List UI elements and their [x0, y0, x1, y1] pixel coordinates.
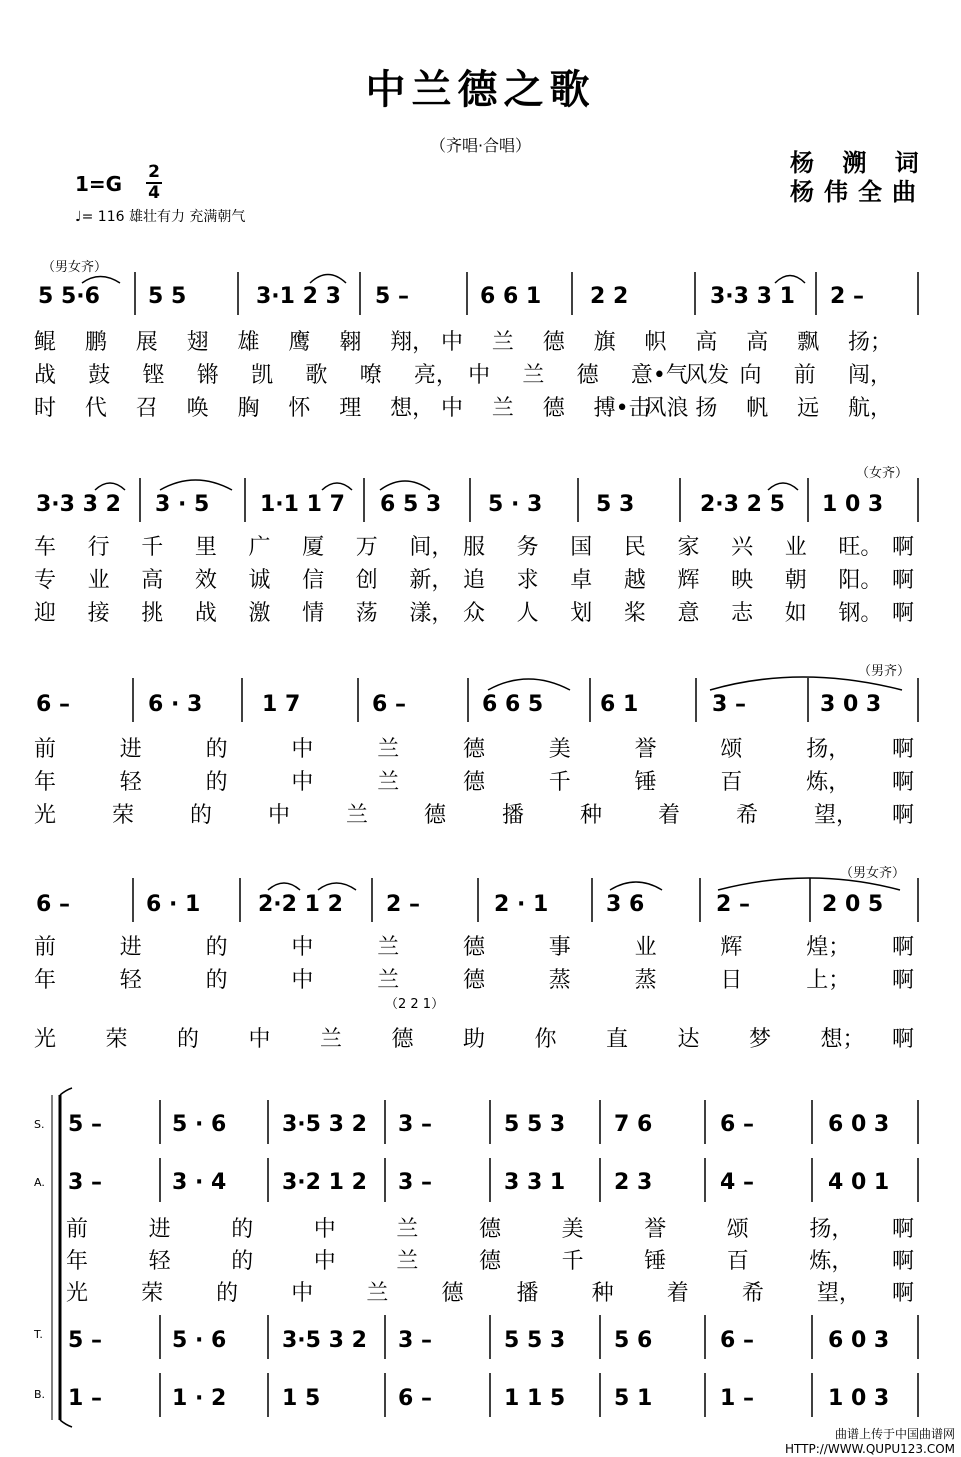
lyric-syllable: 兰 [346, 803, 369, 828]
lyric-syllable: 德 [542, 396, 565, 421]
lyric-syllable: 激 [248, 601, 271, 626]
alto-measure-1: 3 – [68, 1170, 102, 1195]
lyric-syllable: 啊 [892, 968, 915, 993]
sys4-measure-2: 6 · 1 [146, 892, 201, 917]
lyric-syllable: 的 [205, 770, 228, 795]
lyric-syllable: 战 [34, 363, 57, 388]
voice-mark-sys2: （女齐） [856, 466, 909, 481]
lyric-syllable: 啊 [892, 535, 915, 560]
lyric-syllable: 中 [291, 1281, 314, 1306]
sys1-measure-2: 5 5 [148, 284, 187, 309]
lyric-syllable: 种 [580, 803, 603, 828]
lyric-syllable: 炼， [806, 770, 851, 795]
lyric-syllable: 车 [34, 535, 57, 560]
time-sig-top: 2 [148, 162, 160, 182]
lyric-syllable: 辉 [677, 568, 700, 593]
lyric-syllable: 的 [177, 1027, 200, 1052]
lyric-syllable: 鲲 [34, 330, 57, 355]
lyric-syllable: 搏•击 [593, 396, 651, 421]
lyric-syllable: 亮， [413, 363, 458, 388]
sys1-measure-1: 5 5·6 [38, 284, 100, 309]
lyric-syllable: 中 [291, 737, 314, 762]
lyric-syllable: 中 [268, 803, 291, 828]
lyric-syllable: 播 [502, 803, 525, 828]
lyric-syllable: 德 [463, 968, 486, 993]
lyric-syllable: 里 [194, 535, 217, 560]
lyric-syllable: 的 [231, 1249, 254, 1274]
lyric-syllable: 前 [34, 935, 57, 960]
sys1-measure-7: 3·3 3 1 [710, 284, 795, 309]
lyric-syllable: 德 [463, 935, 486, 960]
lyric-syllable: 翔， [390, 330, 435, 355]
lyric-syllable: 中 [313, 1249, 336, 1274]
sys2-measure-4: 6 5 3 [380, 492, 442, 517]
alto-measure-4: 3 – [398, 1170, 432, 1195]
tenor-measure-7: 6 – [720, 1328, 754, 1353]
sys2-measure-2: 3 · 5 [155, 492, 210, 517]
lyric-syllable: 蒸 [548, 968, 571, 993]
lyric-syllable: 中 [291, 968, 314, 993]
sys1-measure-6: 2 2 [590, 284, 629, 309]
lyric-syllable: 荣 [141, 1281, 164, 1306]
lyric-syllable: 中 [248, 1027, 271, 1052]
sys4-measure-4: 2 – [386, 892, 420, 917]
lyric-syllable: 中 [291, 770, 314, 795]
lyric-syllable: 中 [313, 1217, 336, 1242]
lyric-syllable: 漾， [409, 601, 454, 626]
lyric-syllable: 中 [468, 363, 491, 388]
lyric-syllable: 兰 [491, 396, 514, 421]
tenor-measure-6: 5 6 [614, 1328, 653, 1353]
lyric-syllable: 的 [205, 935, 228, 960]
lyric-syllable: 事 [548, 935, 571, 960]
lyric-syllable: 百 [720, 770, 743, 795]
lyric-syllable: 时 [34, 396, 57, 421]
lyric-syllable: 新， [409, 568, 454, 593]
lyric-syllable: 德 [463, 770, 486, 795]
sys3-measure-5: 6 6 5 [482, 692, 544, 717]
sys4-measure-8: 2 0 5 [822, 892, 884, 917]
lyric-syllable: 誉 [634, 737, 657, 762]
lyric-syllable: 服 [463, 535, 486, 560]
lyric-syllable: 战 [194, 601, 217, 626]
alto-measure-5: 3 3 1 [504, 1170, 566, 1195]
time-sig-bottom: 4 [148, 183, 160, 203]
lyric-syllable: 朝 [784, 568, 807, 593]
lyric-syllable: 众 [463, 601, 486, 626]
lyric-syllable: 挑 [141, 601, 164, 626]
lyric-syllable: 唤 [186, 396, 209, 421]
lyric-syllable: 着 [666, 1281, 689, 1306]
song-title: 中兰德之歌 [365, 66, 596, 113]
lyric-syllable: 轻 [119, 770, 142, 795]
lyric-syllable: 梦 [749, 1027, 772, 1052]
lyric-syllable: 凯 [251, 363, 274, 388]
soprano-measure-6: 7 6 [614, 1112, 653, 1137]
voice-mark-sys4: （男女齐） [840, 866, 906, 881]
lyric-syllable: 翅 [186, 330, 209, 355]
lyric-syllable: 啊 [892, 1027, 915, 1052]
sys3-measure-4: 6 – [372, 692, 406, 717]
lyric-syllable: 中 [441, 396, 464, 421]
lyric-syllable: 望， [816, 1281, 861, 1306]
lyric-syllable: 求 [516, 568, 539, 593]
lyric-syllable: 广 [248, 535, 271, 560]
lyric-syllable: 风发 [685, 363, 730, 388]
lyric-syllable: 锤 [634, 770, 657, 795]
lyric-syllable: 播 [516, 1281, 539, 1306]
alto-measure-2: 3 · 4 [172, 1170, 227, 1195]
lyric-syllable: 荣 [105, 1027, 128, 1052]
lyric-syllable: 高 [695, 330, 718, 355]
lyric-syllable: 兰 [396, 1249, 419, 1274]
composer-credit: 杨伟全曲 [790, 178, 926, 206]
sys4-measure-5: 2 · 1 [494, 892, 549, 917]
lyric-syllable: 业 [784, 535, 807, 560]
lyric-syllable: 行 [87, 535, 110, 560]
bass-measure-5: 1 1 5 [504, 1386, 566, 1411]
lyric-syllable: 进 [148, 1217, 171, 1242]
sys4-measure-3: 2·2 1 2 [258, 892, 343, 917]
lyric-syllable: 旗 [593, 330, 616, 355]
lyric-syllable: 兰 [377, 935, 400, 960]
bass-measure-1: 1 – [68, 1386, 102, 1411]
bass-measure-3: 1 5 [282, 1386, 321, 1411]
lyric-syllable: 业 [634, 935, 657, 960]
lyric-syllable: 嘹 [359, 363, 382, 388]
lyric-syllable: 年 [34, 770, 57, 795]
lyric-syllable: 扬 [695, 396, 718, 421]
lyric-syllable: 鹏 [84, 330, 107, 355]
lyric-syllable: 啊 [892, 737, 915, 762]
lyric-syllable: 炼， [809, 1249, 854, 1274]
part-label-tenor: T. [34, 1328, 43, 1341]
part-label-alto: A. [34, 1176, 45, 1189]
soprano-measure-4: 3 – [398, 1112, 432, 1137]
lyric-syllable: 年 [66, 1249, 89, 1274]
lyric-syllable: 意 [677, 601, 700, 626]
lyric-syllable: 翱 [339, 330, 362, 355]
sys2-measure-1: 3·3 3 2 [36, 492, 121, 517]
lyric-syllable: 千 [561, 1249, 584, 1274]
lyric-syllable: 种 [591, 1281, 614, 1306]
lyricist-credit: 杨 溯 词 [790, 149, 929, 177]
lyric-syllable: 帆 [746, 396, 769, 421]
sys2-measure-7: 2·3 2 5 [700, 492, 785, 517]
lyric-syllable: 鹰 [288, 330, 311, 355]
lyric-syllable: 前 [34, 737, 57, 762]
lyric-syllable: 年 [34, 968, 57, 993]
lyric-syllable: 直 [606, 1027, 629, 1052]
lyric-syllable: 飘 [797, 330, 820, 355]
lyric-syllable: 千 [141, 535, 164, 560]
soprano-measure-5: 5 5 3 [504, 1112, 566, 1137]
lyric-syllable: 兰 [377, 770, 400, 795]
lyric-syllable: 志 [731, 601, 754, 626]
sys1-measure-3: 3·1 2 3 [256, 284, 341, 309]
lyric-syllable: 兰 [396, 1217, 419, 1242]
sys2-measure-6: 5 3 [596, 492, 635, 517]
lyric-syllable: 想， [390, 396, 435, 421]
lyric-syllable: 光 [34, 803, 57, 828]
soprano-measure-2: 5 · 6 [172, 1112, 227, 1137]
lyric-syllable: 德 [479, 1249, 502, 1274]
lyric-syllable: 业 [87, 568, 110, 593]
lyric-syllable: 希 [741, 1281, 764, 1306]
lyric-syllable: 航， [848, 396, 893, 421]
lyric-syllable: 风浪 [644, 396, 689, 421]
song-subtitle: （齐唱·合唱） [429, 136, 532, 155]
lyric-syllable: 间， [409, 535, 454, 560]
lyric-syllable: 信 [302, 568, 325, 593]
lyric-syllable: 美 [548, 737, 571, 762]
lyric-syllable: 怀 [288, 396, 311, 421]
lyric-syllable: 轻 [148, 1249, 171, 1274]
bass-measure-7: 1 – [720, 1386, 754, 1411]
sys3-measure-6: 6 1 [600, 692, 639, 717]
tenor-measure-8: 6 0 3 [828, 1328, 890, 1353]
lyric-syllable: 的 [205, 737, 228, 762]
lyric-syllable: 辉 [720, 935, 743, 960]
lyric-syllable: 你 [534, 1027, 557, 1052]
lyric-syllable: 扬； [848, 330, 893, 355]
lyric-syllable: 啊 [892, 1249, 915, 1274]
lyric-syllable: 啊 [892, 935, 915, 960]
sys3-measure-8: 3 0 3 [820, 692, 882, 717]
voice-mark-sys1: （男女齐） [42, 260, 108, 275]
lyric-syllable: 展 [135, 330, 158, 355]
lyric-syllable: 务 [516, 535, 539, 560]
lyric-syllable: 兰 [377, 737, 400, 762]
tempo-marking: ♩= 116 雄壮有力 充满朝气 [75, 209, 246, 225]
lyric-syllable: 创 [355, 568, 378, 593]
part-label-bass: B. [34, 1388, 46, 1401]
lyric-syllable: 国 [570, 535, 593, 560]
lyric-syllable: 百 [726, 1249, 749, 1274]
lyric-syllable: 兰 [377, 968, 400, 993]
sys4-measure-7: 2 – [716, 892, 750, 917]
soprano-measure-8: 6 0 3 [828, 1112, 890, 1137]
lyric-syllable: 荣 [112, 803, 135, 828]
lyric-syllable: 的 [216, 1281, 239, 1306]
lyric-syllable: 着 [658, 803, 681, 828]
tenor-measure-1: 5 – [68, 1328, 102, 1353]
lyric-syllable: 接 [87, 601, 110, 626]
tenor-measure-2: 5 · 6 [172, 1328, 227, 1353]
lyric-syllable: 意•气 [630, 363, 688, 388]
lyric-syllable: 专 [34, 568, 57, 593]
lyric-syllable: 胸 [237, 396, 260, 421]
lyric-syllable: 兰 [366, 1281, 389, 1306]
lyric-syllable: 进 [119, 737, 142, 762]
lyric-syllable: 代 [84, 396, 107, 421]
lyric-syllable: 千 [548, 770, 571, 795]
lyric-syllable: 扬， [809, 1217, 854, 1242]
lyric-syllable: 轻 [119, 968, 142, 993]
lyric-syllable: 美 [561, 1217, 584, 1242]
sys3-measure-1: 6 – [36, 692, 70, 717]
lyric-syllable: 上； [806, 968, 851, 993]
lyric-syllable: 效 [194, 568, 217, 593]
lyric-syllable: 高 [141, 568, 164, 593]
lyric-syllable: 想； [820, 1027, 865, 1052]
sys2-measure-3: 1·1 1 7 [260, 492, 345, 517]
lyric-syllable: 德 [391, 1027, 414, 1052]
lyric-syllable: 帜 [644, 330, 667, 355]
bass-measure-2: 1 · 2 [172, 1386, 227, 1411]
alto-measure-7: 4 – [720, 1170, 754, 1195]
lyric-syllable: 德 [424, 803, 447, 828]
lyric-syllable: 万 [355, 535, 378, 560]
soprano-measure-1: 5 – [68, 1112, 102, 1137]
sys4-measure-1: 6 – [36, 892, 70, 917]
sys2-measure-5: 5 · 3 [488, 492, 543, 517]
lyric-syllable: 德 [463, 737, 486, 762]
lyric-syllable: 光 [66, 1281, 89, 1306]
lyric-syllable: 民 [623, 535, 646, 560]
lyric-syllable: 煌； [806, 935, 851, 960]
lyric-syllable: 雄 [237, 330, 260, 355]
lyric-syllable: 兰 [491, 330, 514, 355]
sys4-measure-6: 3 6 [606, 892, 645, 917]
lyric-syllable: 追 [463, 568, 486, 593]
lyric-syllable: 的 [231, 1217, 254, 1242]
lyric-syllable: 迎 [34, 601, 57, 626]
sys1-measure-8: 2 – [830, 284, 864, 309]
soprano-measure-3: 3·5 3 2 [282, 1112, 367, 1137]
voice-mark-sys3: （男齐） [858, 664, 911, 679]
lyric-syllable: 闯， [848, 363, 893, 388]
tenor-measure-5: 5 5 3 [504, 1328, 566, 1353]
lyric-syllable: 锤 [644, 1249, 667, 1274]
tenor-measure-4: 3 – [398, 1328, 432, 1353]
lyric-syllable: 啊 [892, 568, 915, 593]
lyric-syllable: 希 [736, 803, 759, 828]
lyric-syllable: 望， [814, 803, 859, 828]
footer-line-2: HTTP://WWW.QUPU123.COM [784, 1442, 955, 1456]
soprano-measure-7: 6 – [720, 1112, 754, 1137]
lyric-syllable: 兰 [522, 363, 545, 388]
lyric-syllable: 如 [784, 601, 807, 626]
lyric-syllable: 兴 [731, 535, 754, 560]
lyric-syllable: 卓 [570, 568, 593, 593]
lyric-syllable: 厦 [302, 535, 325, 560]
lyric-syllable: 桨 [623, 601, 646, 626]
lyric-syllable: 旺。 [838, 535, 883, 560]
lyric-syllable: 德 [576, 363, 599, 388]
lyric-syllable: 远 [797, 396, 820, 421]
footer-line-1: 曲谱上传于中国曲谱网 [834, 1427, 955, 1441]
lyric-syllable: 钢。 [838, 601, 883, 626]
key-signature: 1=G [75, 172, 123, 196]
lyric-syllable: 蒸 [634, 968, 657, 993]
alto-measure-3: 3·2 1 2 [282, 1170, 367, 1195]
lyric-syllable: 啊 [892, 1281, 915, 1306]
lyric-syllable: 情 [302, 601, 325, 626]
lyric-syllable: 兰 [320, 1027, 343, 1052]
lyric-syllable: 向 [739, 363, 762, 388]
lyric-syllable: 的 [190, 803, 213, 828]
sys1-measure-5: 6 6 1 [480, 284, 542, 309]
lyric-syllable: 啊 [892, 770, 915, 795]
sys3-measure-7: 3 – [712, 692, 746, 717]
lyric-syllable: 德 [542, 330, 565, 355]
lyric-syllable: 颂 [726, 1217, 749, 1242]
lyric-syllable: 的 [205, 968, 228, 993]
lyric-syllable: 理 [339, 396, 362, 421]
alto-measure-8: 4 0 1 [828, 1170, 890, 1195]
lyric-syllable: 达 [677, 1027, 700, 1052]
tenor-measure-3: 3·5 3 2 [282, 1328, 367, 1353]
lyric-syllable: 日 [720, 968, 743, 993]
bass-measure-6: 5 1 [614, 1386, 653, 1411]
part-label-soprano: S. [34, 1118, 45, 1131]
lyric-syllable: 助 [463, 1027, 486, 1052]
lyric-syllable: 歌 [305, 363, 328, 388]
lyric-syllable: 铿 [142, 363, 165, 388]
lyric-syllable: 诚 [248, 568, 271, 593]
alt-notes-mark: （2 2 1） [385, 997, 445, 1012]
lyric-syllable: 家 [677, 535, 700, 560]
lyric-syllable: 德 [441, 1281, 464, 1306]
lyric-syllable: 前 [66, 1217, 89, 1242]
lyric-syllable: 高 [746, 330, 769, 355]
lyric-syllable: 前 [793, 363, 816, 388]
lyric-syllable: 划 [570, 601, 593, 626]
lyric-syllable: 啊 [892, 601, 915, 626]
lyric-syllable: 阳。 [838, 568, 883, 593]
lyric-syllable: 越 [623, 568, 646, 593]
sys2-measure-8: 1 0 3 [822, 492, 884, 517]
lyric-syllable: 人 [516, 601, 539, 626]
lyric-syllable: 召 [135, 396, 158, 421]
alto-measure-6: 2 3 [614, 1170, 653, 1195]
lyric-syllable: 扬， [806, 737, 851, 762]
bass-measure-8: 1 0 3 [828, 1386, 890, 1411]
sys3-measure-2: 6 · 3 [148, 692, 203, 717]
lyric-syllable: 光 [34, 1027, 57, 1052]
lyric-syllable: 德 [479, 1217, 502, 1242]
lyric-syllable: 啊 [892, 803, 915, 828]
lyric-syllable: 中 [291, 935, 314, 960]
lyric-syllable: 颂 [720, 737, 743, 762]
lyric-syllable: 鼓 [88, 363, 111, 388]
lyric-syllable: 映 [731, 568, 754, 593]
lyric-syllable: 进 [119, 935, 142, 960]
lyric-syllable: 中 [441, 330, 464, 355]
footer-watermark [785, 1427, 955, 1457]
sys3-measure-3: 1 7 [262, 692, 301, 717]
bass-measure-4: 6 – [398, 1386, 432, 1411]
sys1-measure-4: 5 – [375, 284, 409, 309]
lyric-syllable: 誉 [644, 1217, 667, 1242]
lyric-syllable: 荡 [355, 601, 378, 626]
lyric-syllable: 锵 [196, 363, 219, 388]
lyric-syllable: 啊 [892, 1217, 915, 1242]
